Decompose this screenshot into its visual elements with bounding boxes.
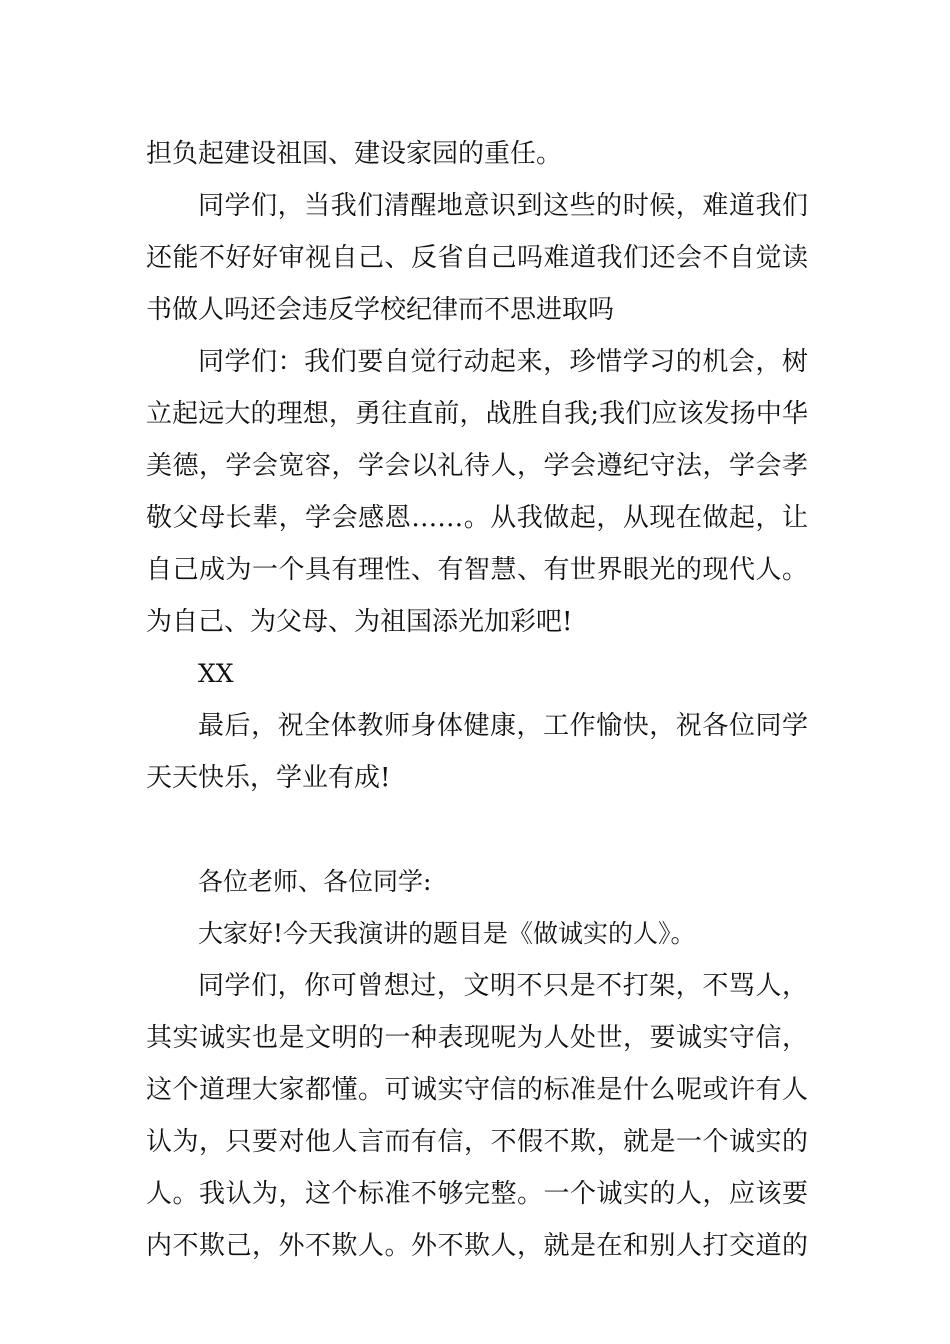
text-line: 各位老师、各位同学: [198,867,432,896]
paragraph-greeting [146,908,808,960]
text-line: 认为，只要对他人言而有信，不假不欺，就是一个诚实的 [146,1127,808,1157]
text-line: 为自己、为父母、为祖国添光加彩吧! [146,607,573,637]
text-line: 人。我认为，这个标准不够完整。一个诚实的人，应该要 [146,1179,808,1209]
paragraph-duty [146,128,808,180]
paragraph-call-to-action [146,336,808,648]
text-line: 内不欺己，外不欺人。外不欺人，就是在和别人打交道的 [146,1231,808,1261]
text-line: 敬父母长辈，学会感恩……。从我做起，从现在做起，让 [146,503,808,533]
text-line: 担负起建设祖国、建设家园的重任。 [146,139,563,169]
text-line: 同学们，你可曾想过，文明不只是不打架，不骂人， [198,971,808,1001]
text-line: 还能不好好审视自己、反省自己吗难道我们还会不自觉读 [146,243,808,273]
text-line: 同学们：我们要自觉行动起来，珍惜学习的机会，树 [198,347,808,377]
text-line: 这个道理大家都懂。可诚实守信的标准是什么呢或许有人 [146,1075,808,1105]
text-line: XX [198,659,234,688]
text-line: 立起远大的理想，勇往直前，战胜自我;我们应该发扬中华 [146,399,808,429]
text-line: 天天快乐，学业有成! [146,763,391,793]
paragraph-salutation [146,856,808,908]
section-gap [146,804,808,856]
paragraph-honesty [146,960,808,1272]
text-line: 美德，学会宽容，学会以礼待人，学会遵纪守法，学会孝 [146,451,808,481]
text-line: 书做人吗还会违反学校纪律而不思进取吗 [146,295,615,325]
document-page [146,128,808,1272]
text-line: 其实诚实也是文明的一种表现呢为人处世，要诚实守信， [146,1023,808,1053]
text-line: 自己成为一个具有理性、有智慧、有世界眼光的现代人。 [146,555,808,585]
text-line: 大家好!今天我演讲的题目是《做诚实的人》。 [198,919,696,948]
paragraph-closing-wishes [146,700,808,804]
text-line: 最后，祝全体教师身体健康，工作愉快，祝各位同学 [198,711,808,741]
paragraph-placeholder [146,648,808,700]
paragraph-reflection [146,180,808,336]
text-line: 同学们，当我们清醒地意识到这些的时候，难道我们 [198,191,808,221]
